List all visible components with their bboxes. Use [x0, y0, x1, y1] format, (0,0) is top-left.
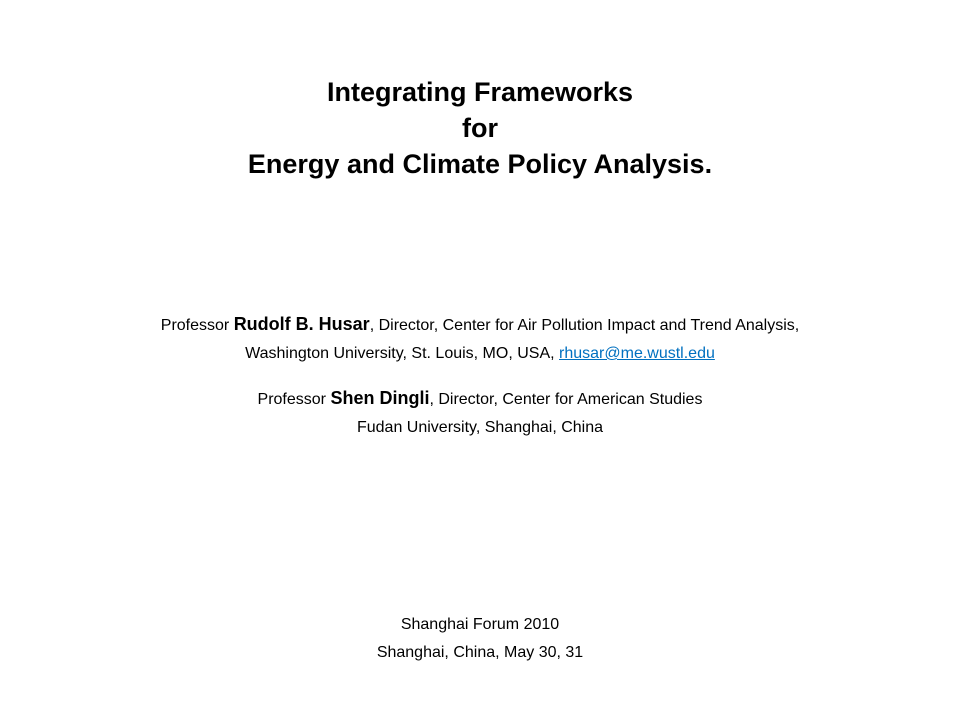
- author-block-husar: [0, 310, 960, 368]
- slide-title: [0, 74, 960, 182]
- author-line-role: [0, 384, 960, 414]
- author-line-affiliation: [0, 340, 960, 368]
- author-prefix: Professor: [160, 317, 234, 334]
- author-name: Shen Dingli: [330, 388, 430, 408]
- title-line-1: Integrating Frameworks: [326, 77, 634, 107]
- author-block-shen: [0, 384, 960, 442]
- email-link[interactable]: rhusar@me.wustl.edu: [559, 345, 715, 362]
- author-line-role: [0, 310, 960, 340]
- author-role: , Director, Center for American Studies: [429, 391, 703, 408]
- author-prefix: Professor: [257, 391, 331, 408]
- title-line-3: Energy and Climate Policy Analysis.: [247, 149, 713, 179]
- event-block: [0, 611, 960, 667]
- title-line-2: for: [462, 113, 498, 143]
- author-name: Rudolf B. Husar: [233, 314, 370, 334]
- author-role: , Director, Center for Air Pollution Impact and Trend Analysis,: [369, 317, 800, 334]
- event-name: Shanghai Forum 2010: [400, 616, 560, 633]
- author-affiliation: Washington University, St. Louis, MO, USA,: [245, 345, 560, 362]
- author-affiliation: Fudan University, Shanghai, China: [356, 419, 604, 436]
- event-location-date: Shanghai, China, May 30, 31: [376, 644, 584, 661]
